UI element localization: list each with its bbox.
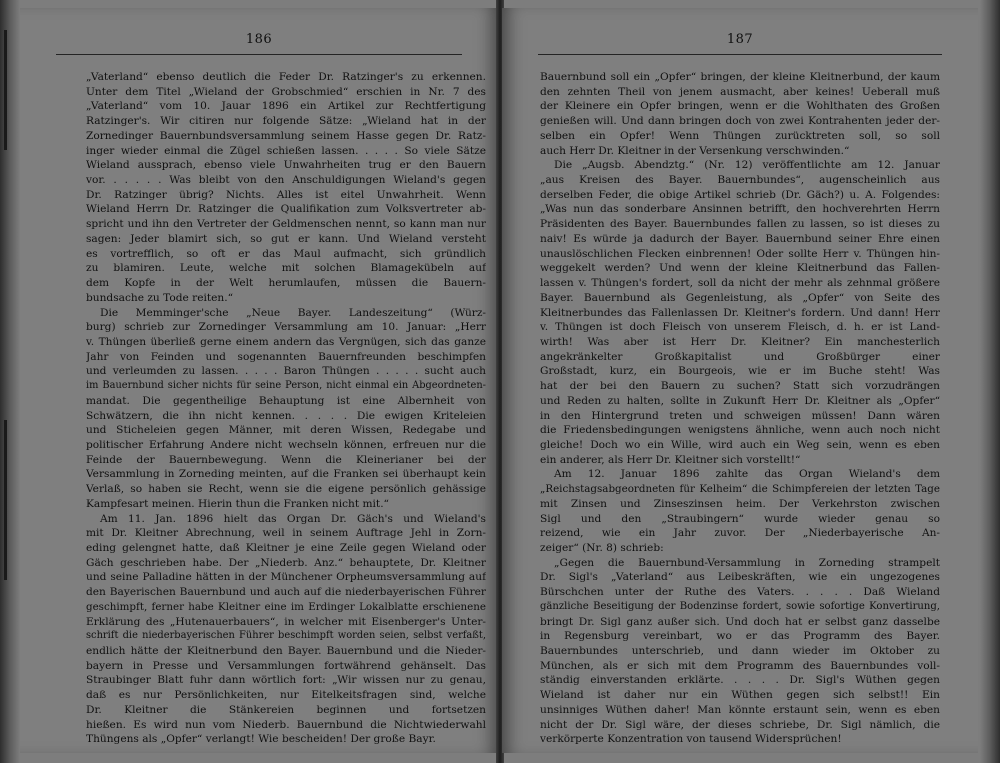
page-number: 186 xyxy=(245,32,273,47)
text-line: Wieland aussprach, ebenso viele Unwahrheiten trug er den Bauern xyxy=(86,159,486,172)
text-line: „Gegen die Bauernbund-Versammlung in Zorneding strampelt xyxy=(554,556,940,569)
text-line: Erklärung des „Hutenauerbauers“, in welcher mit Eisenberger's Unter- xyxy=(86,615,486,628)
text-line: auch Herr Dr. Kleitner in der Versenkung verschwinden.“ xyxy=(540,144,850,157)
text-line: Dr. Ratzinger übrig? Nichts. Alles ist eitel Unwahrheit. Wenn xyxy=(86,188,486,201)
text-line: wirth! Was aber ist Herr Dr. Kleitner? Ein manchesterlich xyxy=(540,335,940,348)
text-line: Thüngens als „Opfer“ verlangt! Wie bescheiden! Der große Bayr. xyxy=(86,733,436,746)
text-line: selben ein Opfer! Wenn Thüngen zurücktreten soll, so soll xyxy=(540,129,940,142)
text-line: mandat. Die gegentheilige Behauptung ist eine Albernheit von xyxy=(86,394,486,407)
text-line: in Regensburg vereinbart, wo er das Programm des Bayer. xyxy=(540,630,940,643)
text-line: zu blamiren. Leute, welche mit solchen Blamagekübeln auf xyxy=(86,262,486,275)
text-line: sagen: Jeder blamirt sich, so gut er kann. Und Wieland versteht xyxy=(86,232,486,245)
text-line: „aus Kreisen des Bayer. Bauernbundes“, augenscheinlich aus xyxy=(540,174,940,187)
text-line: und verleumden zu lassen. . . . . Baron Thüngen . . . . . sucht auch xyxy=(86,365,486,378)
text-line: angekränkelter Großkapitalist und Großbürger einer xyxy=(540,350,940,363)
header-rule xyxy=(538,54,942,55)
text-line: spricht und ihn den Vertreter der Geldmenschen nennt, so kann man nur xyxy=(86,218,486,231)
text-line: schrift die niederbayerischen Führer beschimpft worden seien, selbst verfaßt, xyxy=(86,630,486,642)
text-line: Unter dem Titel „Wieland der Grobschmied“ erschien in Nr. 7 des xyxy=(86,85,486,98)
text-line: Am 12. Januar 1896 zahlte das Organ Wieland's dem xyxy=(554,468,940,481)
text-line: „Vaterland“ vom 10. Jauar 1896 ein Artikel zur Rechtfertigung xyxy=(86,100,486,113)
text-line: Kleitnerbundes das Fallenlassen Dr. Kleitner's fordern. Und dann! Herr xyxy=(540,306,940,319)
text-line: bundsache zu Tode reiten.“ xyxy=(86,291,234,304)
text-line: genießen will. Und dann bringen doch von zwei Kontrahenten jeder der- xyxy=(540,115,940,128)
text-line: geschimpft, ferner habe Kleitner eine im Erdinger Lokalblatte erschienene xyxy=(86,600,486,613)
text-line: reizend, wie ein Jahr zuvor. Der „Niederbayerische An- xyxy=(540,527,940,540)
text-line: die Friedensbedingungen wenigstens ähnliche, wenn auch noch nicht xyxy=(540,424,940,437)
text-line: naiv! Es würde ja dadurch der Bayer. Bauernbund seiner Ehre einen xyxy=(540,232,940,245)
text-line: eding gelengnet hatte, daß Kleitner je eine Zeile gegen Wieland oder xyxy=(86,542,486,554)
page-text xyxy=(86,70,486,747)
text-line: Zornedinger Bauernbundsversammlung seinem Hasse gegen Dr. Ratz- xyxy=(86,129,486,142)
text-line: burg) schrieb zur Zornedinger Versammlung am 10. Januar: „Herr xyxy=(86,321,486,334)
text-line: „Vaterland“ ebenso deutlich die Feder Dr. Ratzinger's zu erkennen. xyxy=(86,71,486,83)
text-line: daß es nur Persönlichkeiten, nur Eitelkeitsfragen sind, welche xyxy=(86,689,486,702)
text-line: unauslöschlichen Flecken einbrennen! Oder sollte Herr v. Thüngen hin- xyxy=(540,247,940,260)
text-line: Wieland ist daher nur ein Wüthen gegen sich selbst!! Ein xyxy=(540,689,940,702)
text-line: es vortrefflich, so oft er das Maul aufmacht, sich gründlich xyxy=(86,247,486,260)
text-line: bringt Dr. Sigl ganz außer sich. Und doch hat er selbst ganz dasselbe xyxy=(540,615,940,628)
text-line: Versammlung in Zorneding meinten, auf die Franken sei überhaupt kein xyxy=(86,468,486,481)
text-line: Die Memminger'sche „Neue Bayer. Landeszeitung“ (Würz- xyxy=(100,306,486,319)
text-line: „Reichstagsabgeordneten für Kelheim“ die Schimpfereien der letzten Tage xyxy=(540,483,940,496)
text-line: den Bayerischen Bauernbund und auch auf die niederbayerischen Führer xyxy=(86,586,486,599)
text-line: Am 11. Jan. 1896 hielt das Organ Dr. Gäch's und Wieland's xyxy=(100,512,486,525)
text-line: Großstadt, kurz, ein Bourgeois, wie er im Buche steht! Was xyxy=(540,365,940,378)
text-line: v. Thüngen ist doch Fleisch von unserem Fleisch, d. h. er ist Land- xyxy=(540,321,940,334)
text-line: Gäch geschrieben habe. Der „Niederb. Anz.“ behauptete, Dr. Kleitner xyxy=(86,556,486,569)
header-rule xyxy=(56,54,462,55)
text-line: und seine Palladine hätten in der Münchener Orpheumsversammlung auf xyxy=(86,571,486,584)
text-line: ein anderer, als Herr Dr. Kleitner sich vorstellt!“ xyxy=(540,453,801,466)
text-line: im Bauernbund sicher nichts für seine Person, nicht einmal ein Abgeordneten- xyxy=(86,380,486,392)
text-line: vor. . . . . . Was bleibt von den Anschuldigungen Wieland's gegen xyxy=(86,174,486,187)
text-line: Sigl und den „Straubingern“ wurde wieder genau so xyxy=(540,512,940,525)
page-edge-shadow xyxy=(4,420,7,580)
text-line: inger wieder einmal die Zügel schießen lassen. . . . . So viele Sätze xyxy=(86,144,486,157)
text-line: Dr. Kleitner die Stänkereien beginnen und fortsetzen xyxy=(86,703,486,716)
text-line: hat der bei den Bauern zu suchen? Statt sich vorzudrängen xyxy=(540,380,940,393)
text-line: München, als er sich mit dem Programm des Bauernbundes voll- xyxy=(540,659,940,672)
text-line: Dr. Sigl's „Vaterland“ aus Leibeskräften, wie ein ungezogenes xyxy=(540,571,940,584)
text-line: Bürschchen unter der Ruthe des Vaters. . . . . Daß Wieland xyxy=(540,586,940,599)
text-line: ständig einverstanden erklärte. . . . . Dr. Sigl's Wüthen gegen xyxy=(540,674,940,687)
text-line: politischer Erfahrung Andere nicht wechseln können, erfreuen nur die xyxy=(86,438,486,451)
text-line: endlich hätte der Kleitnerbund den Bayer. Bauernbund und die Nieder- xyxy=(86,645,486,658)
text-line: gänzliche Beseitigung der Bodenzinse fordert, sowie sofortige Konvertirung, xyxy=(540,600,940,612)
text-line: Jahr von Feinden und sogenannten Bauernfreunden beschimpfen xyxy=(86,350,486,363)
text-line: weggekelt werden? Und wenn der kleine Kleitnerbund das Fallen- xyxy=(540,262,940,275)
text-line: „Was nun das sonderbare Ansinnen betrifft, den hochverehrten Herrn xyxy=(540,203,940,216)
text-line: lassen v. Thüngen's fordert, soll da nicht der mehr als zehnmal größere xyxy=(540,277,940,290)
text-line: den zehnten Theil von jenem ausmacht, aber keines! Ueberall muß xyxy=(540,85,940,98)
text-line: unsinniges Wüthen daher! Man könnte erstaunt sein, wenn es eben xyxy=(540,703,940,716)
text-line: derselben Feder, die obige Artikel schrieb (Dr. Gäch?) u. A. Folgendes: xyxy=(540,188,940,201)
text-line: und Sticheleien gegen Männer, mit deren Wissen, Redegabe und xyxy=(86,424,486,437)
text-line: bayern in Presse und Versammlungen fortwährend gehänselt. Das xyxy=(86,659,486,672)
text-line: Bayer. Bauernbund als Gegenleistung, als „Opfer“ von Seite des xyxy=(540,291,940,304)
right-page xyxy=(502,8,978,753)
text-line: mit Zinsen und Zinseszinsen heim. Der Verkehrston zwischen xyxy=(540,497,940,510)
text-line: Bauernbundes unterschrieb, und dann wieder im Oktober zu xyxy=(540,645,940,658)
text-line: v. Thüngen überließ gerne einem andern das Vergnügen, sich das ganze xyxy=(86,335,486,348)
text-line: Schwätzern, die ihn nicht kennen. . . . . Die ewigen Kriteleien xyxy=(86,409,486,422)
text-line: Verlaß, so haben sie Recht, wenn sie die eigene persönlich gehässige xyxy=(86,483,486,496)
page-number: 187 xyxy=(726,32,754,47)
text-line: Präsidenten des Bayer. Bauernbundes fallen zu lassen, so ist dieses zu xyxy=(540,218,940,231)
text-line: Kampfesart meinen. Hierin thun die Franken nicht mit.“ xyxy=(86,497,389,510)
text-line: gleiche! Doch wo ein Wille, wird auch ein Weg sein, wenn es eben xyxy=(540,438,940,451)
text-line: Straubinger Blatt fuhr dann wörtlich fort: „Wir wissen nur zu genau, xyxy=(86,674,486,687)
left-page xyxy=(20,8,498,753)
text-line: der Kleinere ein Opfer bringen, wenn er die Wohlthaten des Großen xyxy=(540,100,940,113)
text-line: nicht der Dr. Sigl wäre, der dieses schriebe, Dr. Sigl nämlich, die xyxy=(540,718,940,731)
text-line: mit Dr. Kleitner Abrechnung, weil in seinem Auftrage Jehl in Zorn- xyxy=(86,527,486,540)
text-line: Die „Augsb. Abendztg.“ (Nr. 12) veröffentlichte am 12. Januar xyxy=(554,159,940,172)
page-edge-shadow xyxy=(4,30,7,150)
text-line: dem Kopfe in der Welt herumlaufen, müssen die Bauern- xyxy=(86,277,486,290)
page-text xyxy=(540,70,940,747)
text-line: Wieland Herrn Dr. Ratzinger die Qualifikation zum Volksvertreter ab- xyxy=(86,203,486,216)
text-line: hießen. Es wird nun vom Niederb. Bauernbund die Nichtwiederwahl xyxy=(86,718,486,731)
text-line: zeiger“ (Nr. 8) schrieb: xyxy=(540,542,664,554)
text-line: Bauernbund soll ein „Opfer“ bringen, der kleine Kleitnerbund, der kaum xyxy=(540,71,940,83)
text-line: in den Hintergrund treten und schweigen müssen! Dann wären xyxy=(540,409,940,422)
text-line: Feinde der Bauernbewegung. Wenn die Kleinerianer bei der xyxy=(86,453,486,466)
text-line: Ratzinger's. Wir citiren nur folgende Sätze: „Wieland hat in der xyxy=(86,115,486,128)
text-line: verkörperte Konzentration von tausend Widersprüchen! xyxy=(540,733,842,746)
text-line: und Reden zu halten, sollte in Zukunft Herr Dr. Kleitner als „Opfer“ xyxy=(540,394,940,407)
